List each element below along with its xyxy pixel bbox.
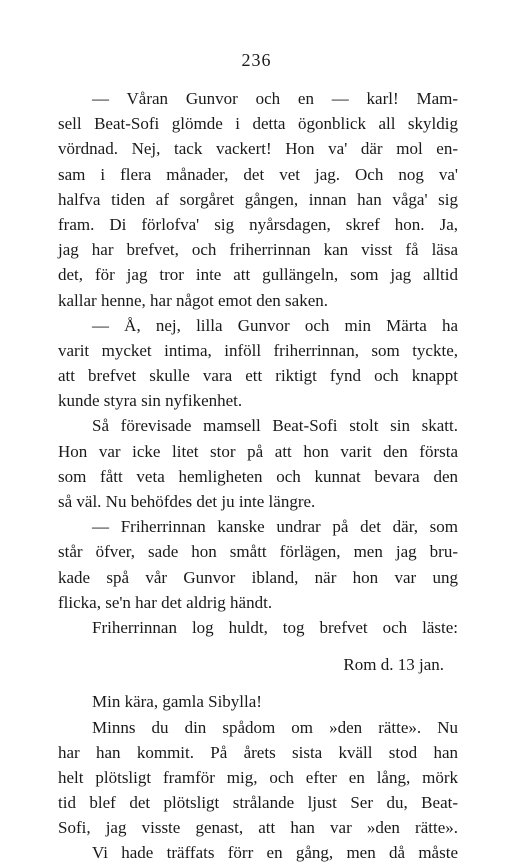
text-line: fram. Di förlofva' sig nyårsdagen, skref hon. Ja, (58, 214, 458, 234)
text-line: så väl. Nu behöfdes det ju inte längre. (58, 492, 316, 511)
text-line: har han kommit. På årets sista kväll stod han (58, 742, 458, 762)
text-line: kade spå vår Gunvor ibland, när hon var ung (58, 567, 458, 587)
text-line: det, för jag tror inte att gullängeln, som jag alltid (58, 265, 458, 285)
text-line: står öfver, sade hon smått förlägen, men jag bru- (58, 542, 458, 562)
letter-salutation: Min kära, gamla Sibylla! (92, 692, 262, 712)
text-line: sell Beat-Sofi glömde i detta ögonblick all skyldig (58, 114, 458, 134)
letter-dateline: Rom d. 13 jan. (343, 655, 444, 675)
text-line: flicka, se'n har det aldrig händt. (58, 592, 273, 612)
text-line: kallar henne, har något emot den saken. (58, 290, 329, 310)
text-line: varit mycket intima, inföll friherrinnan, som tyckte, (58, 340, 458, 360)
text-line: — Friherrinnan kanske undrar på det där, som (92, 517, 458, 537)
text-line: vördnad. Nej, tack vackert! Hon va' där mol en- (58, 139, 458, 159)
spacer (58, 640, 458, 652)
text-line: som fått veta hemligheten och kunnat bevara den (58, 466, 458, 486)
page-number: 236 (241, 50, 272, 70)
text-line: jag har brefvet, och friherrinnan kan visst få läsa (58, 240, 458, 260)
text-line: Vi hade träffats förr en gång, men då måste (92, 843, 458, 863)
text-line: Hon var icke litet stor på att hon varit den första (58, 441, 458, 461)
body-text (58, 86, 458, 866)
text-line: — Våran Gunvor och en — karl! Mam- (92, 89, 458, 108)
text-line: Friherrinnan log huldt, tog brefvet och läste: (92, 617, 458, 637)
text-line: Så förevisade mamsell Beat-Sofi stolt sin skatt. (92, 416, 458, 436)
text-line: sam i flera månader, det vet jag. Och nog va' (58, 164, 458, 184)
text-line: Sofi, jag visste genast, att han var »den rätte». (58, 818, 458, 838)
text-line: — Å, nej, lilla Gunvor och min Märta ha (92, 315, 458, 335)
text-line: tid blef det plötsligt strålande ljust Ser du, Beat- (58, 793, 458, 813)
text-line: kunde styra sin nyfikenhet. (58, 391, 243, 411)
text-line: att brefvet skulle vara ett riktigt fynd och knappt (58, 366, 458, 386)
text-line: halfva tiden af sorgåret gången, innan han våga' sig (58, 189, 458, 209)
text-line: Minns du din spådom om »den rätte». Nu (92, 717, 458, 737)
spacer (58, 677, 458, 689)
text-line: helt plötsligt framför mig, och efter en lång, mörk (58, 767, 458, 787)
